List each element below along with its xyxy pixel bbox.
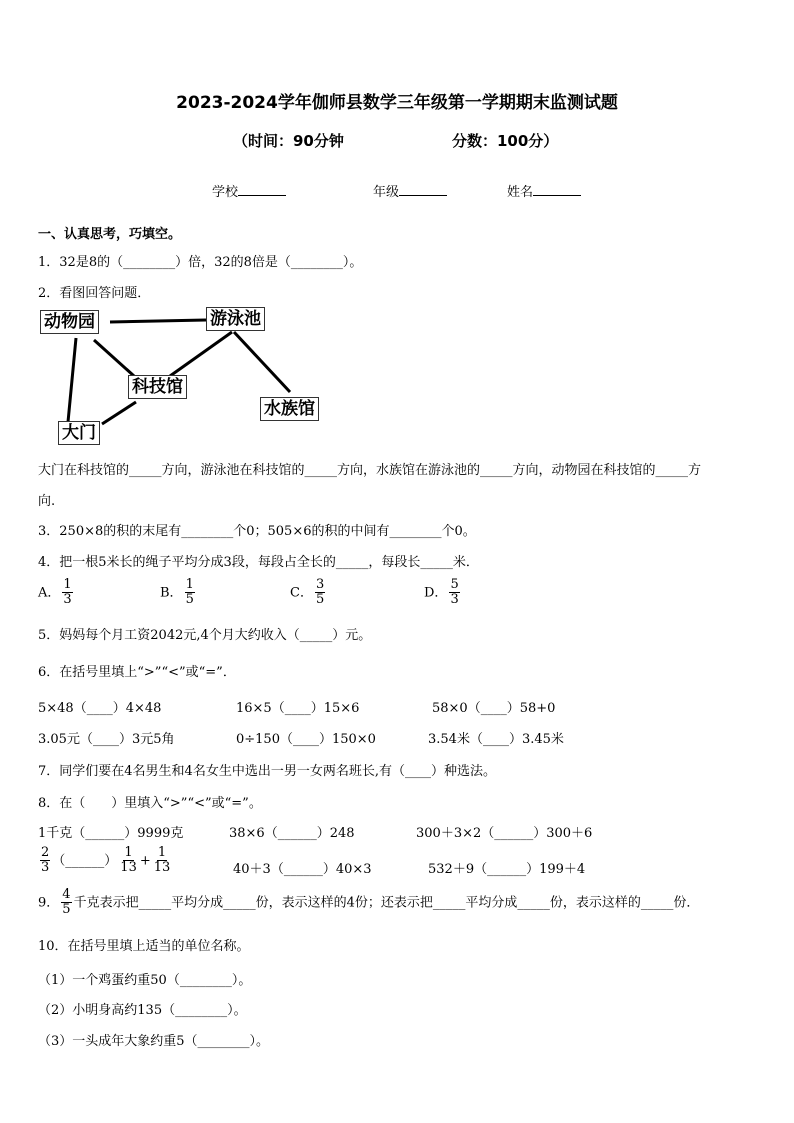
option-b-den: 5 [185,592,194,608]
q8-item-3: 300＋3×2（______）300＋6 [416,826,593,841]
question-5: 5．妈妈每个月工资2042元,4个月大约收入（_____）元。 [38,628,372,643]
option-d[interactable] [424,578,462,608]
q9-text: 千克表示把_____平均分成_____份，表示这样的4份；还表示把_____平均分成_____份，表示这样的_____份． [73,895,700,911]
option-d-num: 5 [450,577,459,592]
option-d-letter: D． [424,585,448,601]
path-zoo-pool [110,320,206,322]
exam-time: （时间：90分钟 [233,132,344,150]
question-3: 3．250×8的积的末尾有________个0；505×6的积的中间有________个0。 [38,524,476,539]
q6-item-6: 3.54米（____）3.45米 [428,732,564,747]
label-pool: 游泳池 [206,307,265,331]
q8-item-4 [38,846,173,876]
q8-item-1: 1千克（______）9999克 [38,826,184,841]
page-title: 2023-2024学年伽师县数学三年级第一学期期末监测试题 [176,93,618,113]
question-1: 1．32是8的（________）倍，32的8倍是（________）。 [38,255,363,270]
name-label: 姓名 [507,185,534,200]
q6-item-3: 58×0（____）58+0 [432,701,556,716]
q8-item-2: 38×6（______）248 [229,826,355,841]
label-gate: 大门 [58,421,100,445]
option-c[interactable] [290,578,327,608]
school-label: 学校 [212,185,239,200]
label-museum: 科技馆 [128,375,187,399]
q10-item-2: （2）小明身高约135（________）。 [38,1003,247,1018]
path-pool-aquarium [234,332,290,392]
name-blank[interactable] [533,183,581,196]
question-9 [38,888,699,918]
q6-item-4: 3.05元（____）3元5角 [38,732,175,747]
q8-plus: + [139,853,151,869]
grade-blank[interactable] [399,183,447,196]
option-b-letter: B． [160,585,183,601]
question-2-prompt: 2．看图回答问题． [38,286,151,301]
path-zoo-gate [68,338,76,422]
question-2-text-1: 大门在科技馆的_____方向，游泳池在科技馆的_____方向，水族馆在游泳池的_____方向，动物园在科技馆的_____方 [38,463,702,478]
q8-item-5: 40＋3（______）40×3 [233,862,372,877]
option-d-den: 3 [450,592,459,608]
q8-frac2-num: 1 [124,845,133,860]
q6-item-2: 16×5（____）15×6 [236,701,360,716]
q8-frac3-den: 13 [153,860,171,876]
option-c-letter: C． [290,585,313,601]
question-2-text-2: 向. [38,494,56,509]
grade-field[interactable] [373,181,447,200]
option-b-num: 1 [185,577,194,592]
school-field[interactable] [212,181,286,200]
q8-item-6: 532＋9（______）199＋4 [428,862,586,877]
q8-frac1-num: 2 [41,845,50,860]
q6-item-1: 5×48（____）4×48 [38,701,162,716]
q8-blank: （______） [52,853,118,869]
q6-item-5: 0÷150（____）150×0 [236,732,376,747]
q10-item-3: （3）一头成年大象约重5（________）。 [38,1034,270,1049]
q8-frac1-den: 3 [41,860,50,876]
question-6-prompt: 6．在括号里填上“>”“<”或“=”． [38,665,236,680]
option-b[interactable] [160,578,197,608]
name-field[interactable] [507,181,581,200]
question-4-prompt: 4．把一根5米长的绳子平均分成3段，每段占全长的_____，每段长_____米． [38,555,479,570]
option-a[interactable] [38,578,75,608]
section-heading: 一、认真思考，巧填空。 [38,227,182,242]
label-aquarium: 水族馆 [260,397,319,421]
option-c-num: 3 [315,577,325,592]
path-museum-gate [102,402,136,424]
exam-score: 分数：100分） [452,132,559,150]
label-zoo: 动物园 [40,310,99,334]
question-8-prompt: 8．在（ ）里填入“>”“<”或“=”。 [38,796,262,811]
option-a-num: 1 [63,577,72,592]
q8-frac3-num: 1 [157,845,167,860]
option-a-den: 3 [63,592,72,608]
question-10-prompt: 10．在括号里填上适当的单位名称。 [38,939,250,954]
grade-label: 年级 [373,185,400,200]
path-pool-museum [170,332,232,376]
question-7: 7．同学们要在4名男生和4名女生中选出一男一女两名班长,有（____）种选法。 [38,764,496,779]
path-zoo-museum [94,340,134,376]
option-a-letter: A． [38,585,61,601]
school-blank[interactable] [238,183,286,196]
option-c-den: 5 [315,592,325,608]
q9-frac-num: 4 [62,887,71,902]
q9-prefix: 9． [38,895,60,911]
q9-frac-den: 5 [62,902,71,918]
q10-item-1: （1）一个鸡蛋约重50（________）。 [38,973,252,988]
q8-frac2-den: 13 [120,860,137,876]
